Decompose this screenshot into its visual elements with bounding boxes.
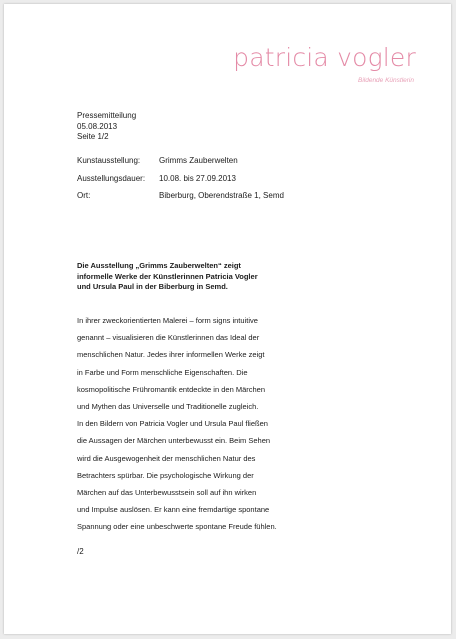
meta-page: Seite 1/2 [77, 132, 109, 141]
info-label: Ort: [77, 191, 91, 200]
info-label: Ausstellungsdauer: [77, 173, 146, 183]
body-text [77, 312, 377, 536]
info-value: Grimms Zauberwelten [159, 156, 238, 165]
body-line: menschlichen Natur. Jedes ihrer informellen Werke zeigt [77, 350, 265, 360]
body-line: Betrachters spürbar. Die psychologische Wirkung der [77, 470, 254, 480]
body-line: Märchen auf das Unterbewusstsein soll auf ihn wirken [77, 488, 257, 498]
body-line: in Farbe und Form menschliche Eigenschaften. Die [77, 367, 248, 377]
body-line: und Impulse auslösen. Er kann eine fremdartige spontane [77, 505, 270, 515]
info-row-location [77, 191, 284, 209]
body-line: Spannung oder eine unbeschwerte spontane Freude fühlen. [77, 522, 277, 532]
info-value: 10.08. bis 27.09.2013 [159, 173, 236, 183]
page-marker: /2 [77, 547, 84, 556]
body-line: wird die Ausgewogenheit der menschlichen Natur des [77, 453, 256, 463]
body-line: genannt – visualisieren die Künstlerinnen das Ideal der [77, 333, 260, 343]
info-row-exhibition [77, 156, 284, 174]
headline-line: Die Ausstellung „Grimms Zauberwelten“ zeigt [77, 261, 241, 270]
press-release-meta [77, 111, 136, 143]
logo-name: patricia vogler [233, 43, 416, 72]
headline-line: und Ursula Paul in der Biberburg in Semd. [77, 282, 228, 292]
logo-subtitle: Bildende Künstlerin [357, 77, 414, 84]
info-label: Kunstausstellung: [77, 156, 141, 165]
body-line: und Mythen das Universelle und Traditionelle zugleich. [77, 402, 259, 412]
body-line: In den Bildern von Patricia Vogler und Ursula Paul fließen [77, 419, 268, 429]
body-line: In ihrer zweckorientierten Malerei – form signs intuitive [77, 316, 258, 325]
info-value: Biberburg, Oberendstraße 1, Semd [159, 191, 284, 200]
body-line: die Aussagen der Märchen unterbewusst ein. Beim Sehen [77, 436, 271, 446]
headline-line: informelle Werke der Künstlerinnen Patricia Vogler [77, 271, 258, 281]
exhibition-info [77, 156, 284, 209]
logo [233, 44, 416, 84]
meta-type: Pressemitteilung [77, 111, 137, 120]
body-line: kosmopolitische Frühromantik entdeckte in den Märchen [77, 384, 266, 394]
document-page [4, 4, 451, 634]
info-row-duration [77, 174, 284, 192]
headline [77, 261, 337, 293]
meta-date: 05.08.2013 [77, 121, 118, 131]
